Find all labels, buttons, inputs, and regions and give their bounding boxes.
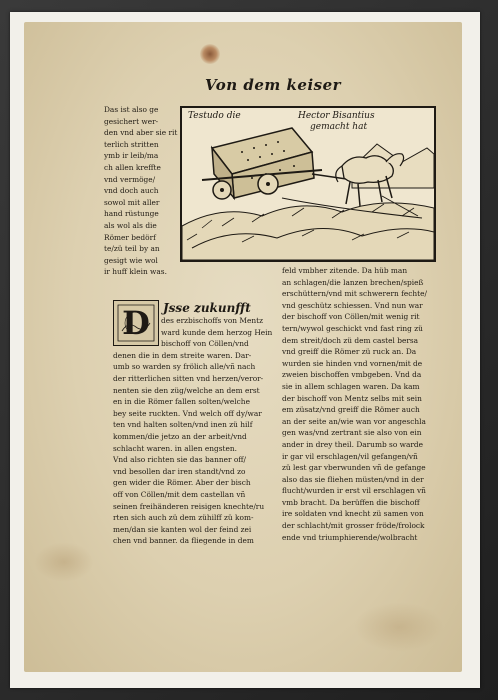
text-line: ire soldaten vnd knecht zü samen von — [282, 509, 424, 519]
text-line: an schlagen/die lanzen brechen/spieß — [282, 277, 424, 287]
text-line: sowol mit aller — [104, 197, 160, 207]
text-line: vmb bracht. Da berüffen die bischoff — [282, 497, 420, 507]
text-line: sie in allem schlagen waren. Da kam — [282, 381, 420, 391]
text-line: der bischoff von Cöllen/mit wenig rit — [282, 312, 420, 322]
text-line: ch allen kreffte — [104, 162, 161, 172]
text-line: Vnd also richten sie das banner off/ — [113, 455, 247, 465]
text-line: em züsatz/vnd greiff die Römer auch — [282, 405, 420, 415]
text-line: vnd geschütz schiessen. Vnd nun war — [282, 300, 423, 310]
text-line: vnd greiff die Römer zü ruck an. Da — [282, 347, 417, 357]
text-line: denen die in dem streite waren. Dar- — [113, 350, 252, 360]
text-line: seinen freihänderen reisigen knechte/ru — [113, 501, 265, 511]
text-line: der schlacht/mit grosser fröde/frolock — [282, 521, 425, 531]
woodcut-caption-right-line: gemacht hat — [310, 122, 368, 132]
text-line: ward kunde dem herzog Hein — [161, 327, 273, 337]
text-line: vnd doch auch — [104, 186, 159, 196]
left-text-column — [113, 300, 273, 547]
text-line: gesichert wer- — [104, 116, 159, 126]
section-heading: Jsse zukunfft — [163, 301, 251, 315]
text-line: te/zü teil by an — [104, 244, 160, 254]
text-line: chen vnd banner. da fliegende in dem — [113, 536, 254, 546]
text-line: flucht/wurden ir erst vil erschlagen vñ — [282, 486, 426, 496]
text-line: gen wider die Römer. Aber der bisch — [113, 478, 251, 488]
text-line: gesigt wie wol — [104, 255, 158, 265]
text-line: dem streit/doch zü dem castel bersa — [282, 335, 419, 345]
woodcut-caption-right — [298, 111, 375, 133]
text-line: ander in drey theil. Darumb so warde — [282, 439, 423, 449]
text-line: bischoff von Cöllen/vnd — [161, 339, 249, 349]
text-line: ir huff klein was. — [104, 267, 167, 277]
text-line: zweien bischoffen vmbgeben. Vnd da — [282, 370, 422, 380]
text-line: zü lest gar vberwunden vñ de gefange — [282, 463, 426, 473]
text-line: nenten sie den züg/welche an dem erst — [113, 385, 260, 395]
text-line: Römer bedörf — [104, 232, 156, 242]
text-line: Das ist also ge — [104, 105, 159, 114]
text-line: des erzbischoffs von Mentz — [161, 316, 263, 325]
text-line: feld vmbher zitende. Da hüb man — [282, 266, 408, 275]
text-line: ir gar vil erschlagen/vil gefangen/vñ — [282, 451, 418, 461]
text-line: rten sich auch zü dem zühilff zü kom- — [113, 513, 254, 523]
text-line: kommen/die jetzo an der arbeit/vnd — [113, 431, 247, 441]
text-line: erschüttern/vnd mit schwerern fechte/ — [282, 289, 427, 299]
text-line: ende vnd triumphierende/wolbracht — [282, 532, 418, 542]
text-line: der ritterlichen sitten vnd herzen/veror- — [113, 373, 264, 383]
woodcut-caption-left: Testudo die — [188, 111, 241, 121]
text-line: gen was/vnd zertrant sie also von ein — [282, 428, 422, 438]
page-title: Von dem keiser — [205, 76, 342, 94]
narrow-text-column — [104, 104, 178, 278]
text-line: an der seite an/wie wan vor angeschla — [282, 416, 426, 426]
paper-stain — [200, 44, 220, 64]
text-line: wurden sie hinden vnd vornen/mit de — [282, 358, 423, 368]
woodcut-illustration — [180, 106, 436, 262]
initial-letter: D — [122, 304, 150, 342]
text-line: tern/wywol geschickt vnd fast ring zü — [282, 323, 423, 333]
text-line: terlich stritten — [104, 139, 159, 149]
text-line: men/dan sie kanten wol der feind zei — [113, 524, 252, 534]
text-line: hand rüstunge — [104, 209, 159, 219]
text-line: ymb ir leib/ma — [104, 151, 159, 161]
text-line: en in die Römer fallen solten/welche — [113, 397, 250, 407]
text-line: schlacht waren. in allen engsten. — [113, 443, 237, 453]
text-line: ten vnd halten solten/vnd inen zü hilf — [113, 420, 253, 430]
text-line: vnd besollen dar iren standt/vnd zo — [113, 466, 246, 476]
text-line: der bischoff von Mentz selbs mit sein — [282, 393, 422, 403]
text-line: also das sie fliehen müsten/vnd in der — [282, 474, 424, 484]
text-line: vnd vermöge/ — [104, 174, 156, 184]
text-line: off von Cöllen/mit dem castellan vñ — [113, 489, 246, 499]
text-line: den vnd aber sie rit — [104, 128, 178, 138]
woodcut-caption-right-line: Hector Bisantius — [298, 111, 375, 121]
paper-stain — [34, 542, 94, 582]
right-text-column — [282, 265, 440, 543]
text-line: als wol als die — [104, 220, 157, 230]
paper-stain — [354, 602, 444, 652]
text-line: umb so warden sy frölich alle/vñ nach — [113, 362, 256, 372]
text-line: bey seite ruckten. Vnd welch off dy/war — [113, 408, 262, 418]
